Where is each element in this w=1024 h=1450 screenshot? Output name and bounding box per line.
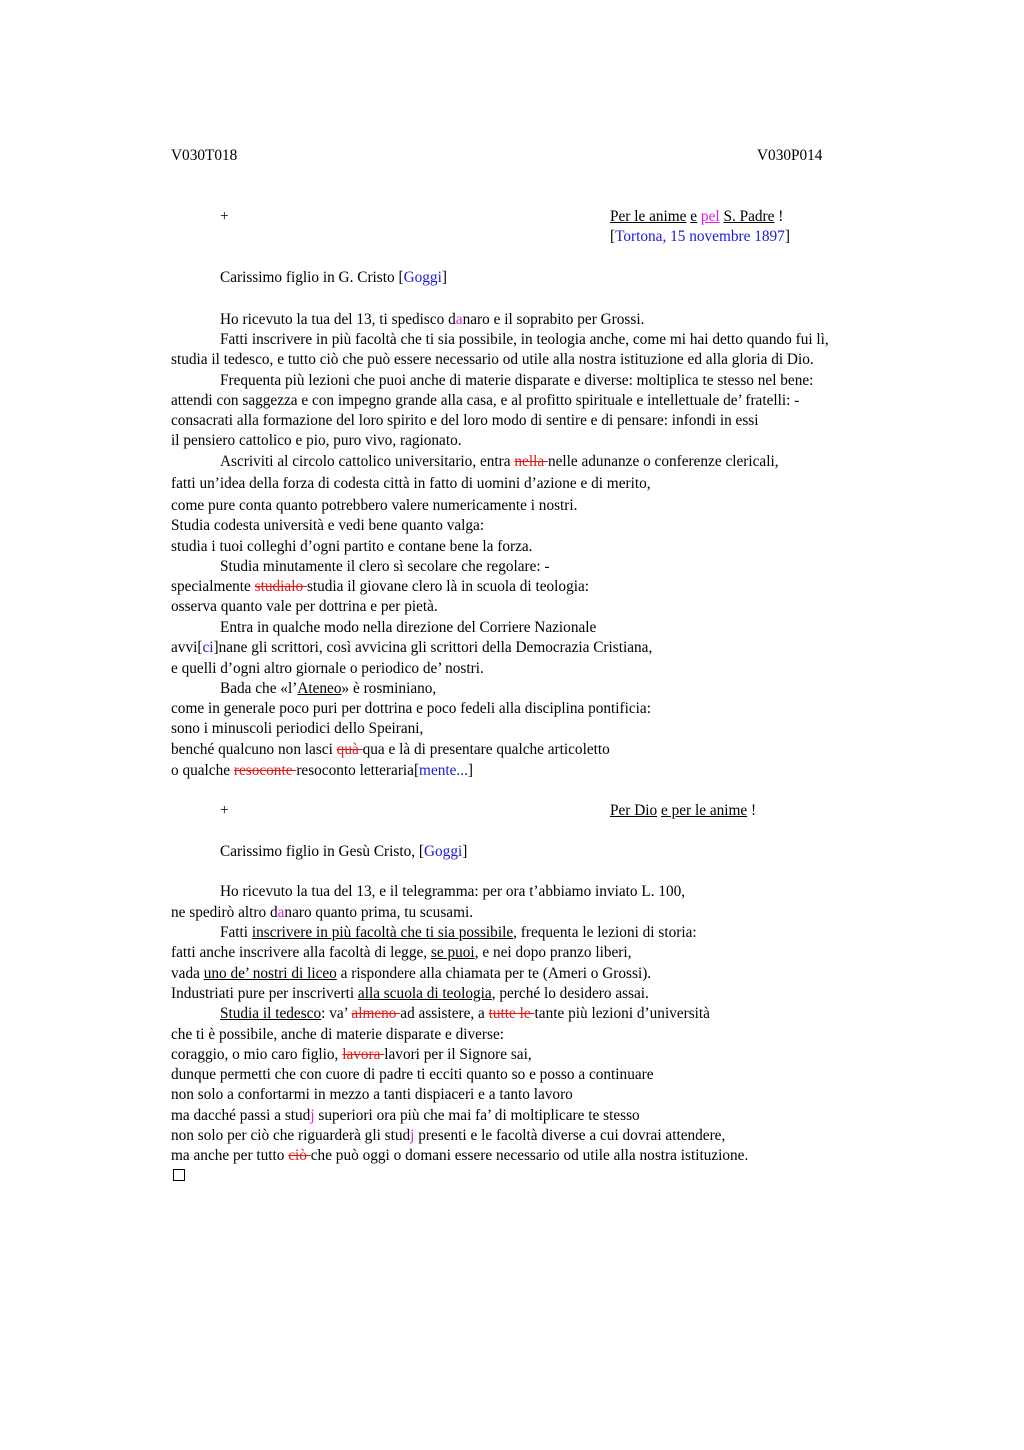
text-run: naro quanto prima, tu scusami. xyxy=(284,904,474,921)
bracket: ] xyxy=(441,269,447,286)
text-line xyxy=(171,1106,640,1126)
motto-part: ! xyxy=(778,208,784,225)
struck-word: studialo xyxy=(254,578,307,595)
underlined-text: se puoi xyxy=(430,944,475,961)
text-line xyxy=(220,923,697,943)
text-run: , frequenta le lezioni di storia: xyxy=(513,924,697,941)
text-line: Entra in qualche modo nella direzione del Corriere Nazionale xyxy=(220,619,597,636)
text-line xyxy=(171,577,589,597)
text-line: non solo a confortarmi in mezzo a tanti dispiaceri e a tanto lavoro xyxy=(171,1086,573,1103)
text-run: : va’ xyxy=(321,1005,352,1022)
letter1-salutation xyxy=(220,268,447,288)
text-line xyxy=(171,1146,748,1166)
text-run: tante più lezioni d’università xyxy=(534,1005,710,1022)
text-run: nelle adunanze o conferenze clericali, xyxy=(547,453,779,470)
text-line xyxy=(171,903,473,923)
text-line xyxy=(171,761,473,781)
end-square-icon xyxy=(173,1169,185,1181)
text-line xyxy=(171,740,610,760)
underlined-text: inscrivere in più facoltà che ti sia possibile xyxy=(251,924,514,941)
text-run: Ho ricevuto la tua del 13, ti spedisco d xyxy=(220,311,456,328)
editorial-name: Goggi xyxy=(423,843,463,860)
correction: a xyxy=(455,311,463,328)
underlined-text: alla scuola di teologia xyxy=(357,985,492,1002)
bracket: ] xyxy=(467,762,474,779)
text-run: benché qualcuno non lasci xyxy=(171,741,337,758)
text-run: a rispondere alla chiamata per te (Ameri o Grossi). xyxy=(336,965,652,982)
letter1-cross: + xyxy=(220,208,229,225)
text-run: specialmente xyxy=(171,578,255,595)
text-run: che può oggi o domani essere necessario od utile alla nostra istituzione. xyxy=(310,1147,749,1164)
text-run: Ascriviti al circolo cattolico universitario, entra xyxy=(220,453,515,470)
letter1-motto xyxy=(610,207,783,227)
struck-word: ciò xyxy=(288,1147,311,1164)
text-run: resoconto letteraria[ xyxy=(296,762,420,779)
text-line xyxy=(171,1045,532,1065)
text-run: superiori ora più che mai fa’ di moltiplicare te stesso xyxy=(314,1107,640,1124)
text-run: qua e là di presentare qualche articoletto xyxy=(362,741,610,758)
struck-word: nella xyxy=(514,453,548,470)
text-line: e quelli d’ogni altro giornale o periodico de’ nostri. xyxy=(171,660,484,677)
struck-word: resoconte xyxy=(233,762,297,779)
text-line xyxy=(171,964,651,984)
text-run: Industriati pure per inscriverti xyxy=(171,985,358,1002)
text-run: studia il giovane clero là in scuola di teologia: xyxy=(306,578,590,595)
text-run: non solo per ciò che riguarderà gli stud xyxy=(171,1127,411,1144)
text-line: studia i tuoi colleghi d’ogni partito e contane bene la forza. xyxy=(171,538,533,555)
text-run: Fatti xyxy=(220,924,252,941)
motto-part: Per le anime xyxy=(610,208,687,225)
document-code-right: V030P014 xyxy=(757,147,823,164)
text-line: Studia codesta università e vedi bene quanto valga: xyxy=(171,517,485,534)
letter2-salutation xyxy=(220,842,467,862)
motto-part: e xyxy=(690,208,698,225)
text-line xyxy=(220,679,436,699)
document-code-left: V030T018 xyxy=(171,147,238,164)
text-run: fatti anche inscrivere alla facoltà di legge, xyxy=(171,944,431,961)
motto-part: S. Padre xyxy=(723,208,775,225)
editorial-insert: mente... xyxy=(419,762,468,779)
text-line: osserva quanto vale per dottrina e per pietà. xyxy=(171,598,438,615)
correction: j xyxy=(310,1107,315,1124)
bracket: ] xyxy=(784,228,790,245)
text-run: presenti e le facoltà diverse a cui dovrai attendere, xyxy=(414,1127,726,1144)
motto-part: Per Dio xyxy=(610,802,658,819)
struck-word: almeno xyxy=(351,1005,401,1022)
text-run: » è rosminiano, xyxy=(341,680,437,697)
text-line: consacrati alla formazione del loro spirito e del loro modo di sentire e di pensare: infondi in essi xyxy=(171,412,759,429)
text-run: Bada che «l’ xyxy=(220,680,298,697)
underlined-text: uno de’ nostri di liceo xyxy=(203,965,337,982)
text-line: studia il tedesco, e tutto ciò che può essere necessario od utile alla nostra istituzione ed alla gloria di Dio. xyxy=(171,351,814,368)
text-line: il pensiero cattolico e pio, puro vivo, ragionato. xyxy=(171,432,462,449)
underlined-text: Ateneo xyxy=(297,680,342,697)
text-run: ma dacché passi a stud xyxy=(171,1107,311,1124)
text-line: Fatti inscrivere in più facoltà che ti sia possibile, in teologia anche, come mi hai detto quando fui lì, xyxy=(220,331,829,348)
text-line: dunque permetti che con cuore di padre ti ecciti quanto so e posso a continuare xyxy=(171,1066,654,1083)
text-line xyxy=(171,1126,725,1146)
text-run: lavori per il Signore sai, xyxy=(384,1046,532,1063)
text-line xyxy=(220,452,779,472)
text-line: Ho ricevuto la tua del 13, e il telegramma: per ora t’abbiamo inviato L. 100, xyxy=(220,883,686,900)
text-line: come in generale poco puri per dottrina e poco fedeli alla disciplina pontificia: xyxy=(171,700,651,717)
struck-word: quà xyxy=(336,741,363,758)
bracket: [ xyxy=(610,228,616,245)
text-run: ]nane gli scrittori, così avvicina gli scrittori della Democrazia Cristiana, xyxy=(213,639,653,656)
text-run: , e nei dopo pranzo liberi, xyxy=(474,944,632,961)
salutation-text: Carissimo figlio in G. Cristo [ xyxy=(220,269,404,286)
text-line: come pure conta quanto potrebbero valere numericamente i nostri. xyxy=(171,497,578,514)
letter1-dateline xyxy=(610,227,790,247)
text-run: naro e il soprabito per Grossi. xyxy=(462,311,645,328)
struck-word: lavora xyxy=(342,1046,385,1063)
text-line xyxy=(220,310,644,330)
text-line: fatti un’idea della forza di codesta città in fatto di uomini d’azione e di merito, xyxy=(171,475,651,492)
correction: j xyxy=(410,1127,415,1144)
correction: a xyxy=(277,904,285,921)
text-line xyxy=(171,984,649,1004)
text-line: attendi con saggezza e con impegno grande alla casa, e al profitto spirituale e intellettuale de’ fratelli: - xyxy=(171,392,800,409)
motto-part: e per le anime xyxy=(661,802,748,819)
text-line: sono i minuscoli periodici dello Speirani, xyxy=(171,720,424,737)
editorial-insert: ci xyxy=(202,639,214,656)
letter2-cross: + xyxy=(220,802,229,819)
text-run: , perché lo desidero assai. xyxy=(491,985,649,1002)
text-line xyxy=(220,1004,710,1024)
text-run: vada xyxy=(171,965,204,982)
editorial-date: Tortona, 15 novembre 1897 xyxy=(615,228,785,245)
underlined-text: Studia il tedesco xyxy=(220,1005,322,1022)
text-run: ad assistere, a xyxy=(400,1005,489,1022)
text-line xyxy=(171,638,652,658)
text-run: coraggio, o mio caro figlio, xyxy=(171,1046,343,1063)
text-line: Frequenta più lezioni che puoi anche di materie disparate e diverse: moltiplica te stesso nel bene: xyxy=(220,372,814,389)
text-line xyxy=(171,943,631,963)
motto-correction: pel xyxy=(700,208,720,225)
salutation-text: Carissimo figlio in Gesù Cristo, [ xyxy=(220,843,424,860)
editorial-name: Goggi xyxy=(403,269,442,286)
text-run: ne spedirò altro d xyxy=(171,904,278,921)
text-line: che ti è possibile, anche di materie disparate e diverse: xyxy=(171,1026,504,1043)
text-run: o qualche xyxy=(171,762,234,779)
struck-word: tutte le xyxy=(488,1005,535,1022)
text-run: avvi[ xyxy=(171,639,203,656)
text-line: Studia minutamente il clero sì secolare che regolare: - xyxy=(220,558,550,575)
letter2-motto xyxy=(610,801,756,821)
text-run: ma anche per tutto xyxy=(171,1147,289,1164)
motto-part: ! xyxy=(751,802,757,819)
bracket: ] xyxy=(462,843,468,860)
